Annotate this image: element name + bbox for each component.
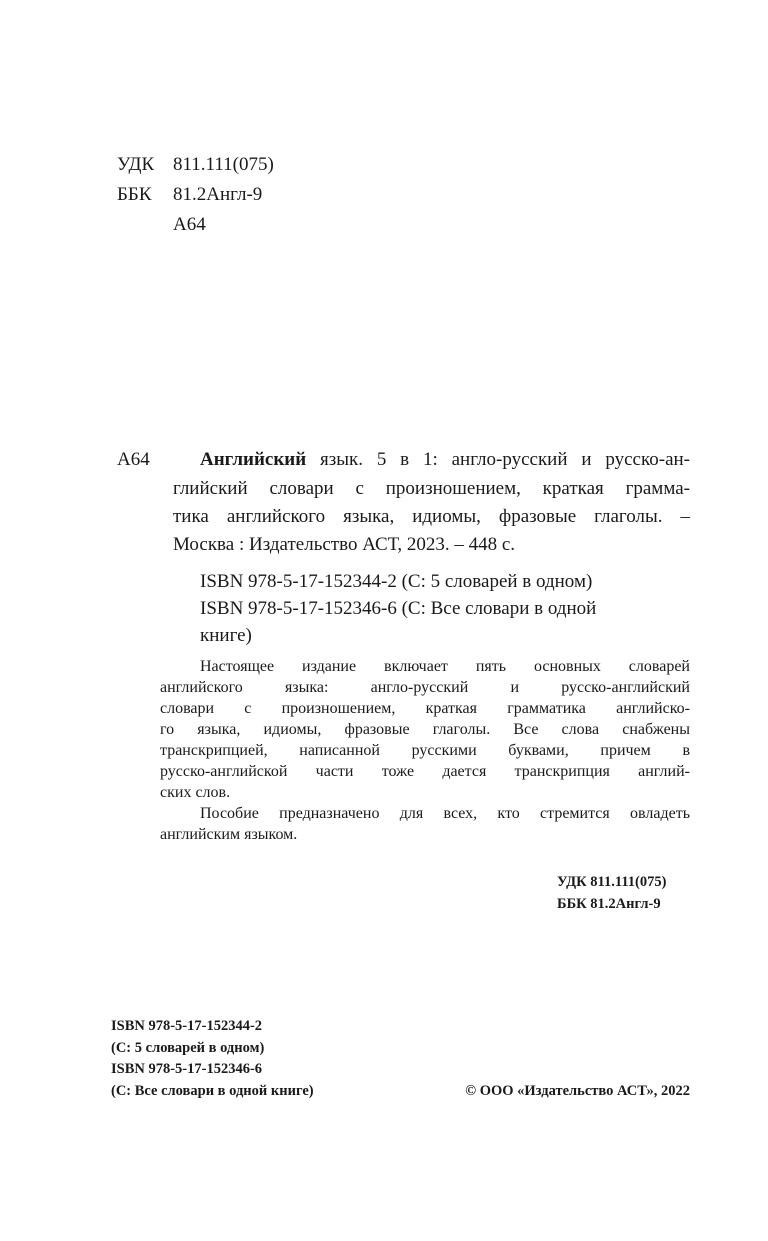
udk-label: УДК <box>117 154 155 175</box>
author-mark: А64 <box>173 214 206 235</box>
abstract-line: словари с произношением, краткая грамматика английско- <box>160 700 690 717</box>
abstract-line: Пособие предназначено для всех, кто стремится овладеть <box>200 805 690 822</box>
record-line: тика английского языка, идиомы, фразовые глаголы. – <box>173 506 690 527</box>
abstract-line: Настоящее издание включает пять основных словарей <box>200 658 690 675</box>
bbk-label: ББК <box>117 184 152 205</box>
footer-isbn-line: ISBN 978-5-17-152346-6 <box>111 1061 263 1077</box>
isbn-line: ISBN 978-5-17-152344-2 (С: 5 словарей в одном) <box>200 571 593 592</box>
record-author-mark: А64 <box>117 449 150 470</box>
copyright: © ООО «Издательство АСТ», 2022 <box>465 1083 690 1099</box>
classification-bbk: ББК 81.2Англ-9 <box>557 896 661 912</box>
isbn-line: ISBN 978-5-17-152346-6 (С: Все словари в одной <box>200 598 597 619</box>
record-line <box>200 449 690 471</box>
record-title-bold: Английский <box>200 449 307 470</box>
isbn-line: книге) <box>200 625 252 646</box>
udk-value: 811.111(075) <box>173 154 274 175</box>
abstract-line: ских слов. <box>160 784 231 801</box>
record-line: Москва : Издательство АСТ, 2023. – 448 с. <box>173 534 516 555</box>
bbk-value: 81.2Англ-9 <box>173 184 263 205</box>
classification-udk: УДК 811.111(075) <box>557 874 667 890</box>
abstract-line: английского языка: англо-русский и русско-английский <box>160 679 690 696</box>
record-line: глийский словари с произношением, краткая грамма- <box>173 478 690 499</box>
abstract-line: транскрипцией, написанной русскими буквами, причем в <box>160 742 690 759</box>
abstract-line: русско-английской части тоже дается транскрипция англий- <box>160 763 690 780</box>
footer-isbn-line: (С: Все словари в одной книге) <box>111 1083 314 1099</box>
footer-isbn-line: (С: 5 словарей в одном) <box>111 1040 265 1056</box>
footer-isbn-line: ISBN 978-5-17-152344-2 <box>111 1018 263 1034</box>
abstract-line: английским языком. <box>160 826 298 843</box>
abstract-line: го языка, идиомы, фразовые глаголы. Все слова снабжены <box>160 721 690 738</box>
record-line-text: язык. 5 в 1: англо-русский и русско-ан- <box>306 449 690 470</box>
